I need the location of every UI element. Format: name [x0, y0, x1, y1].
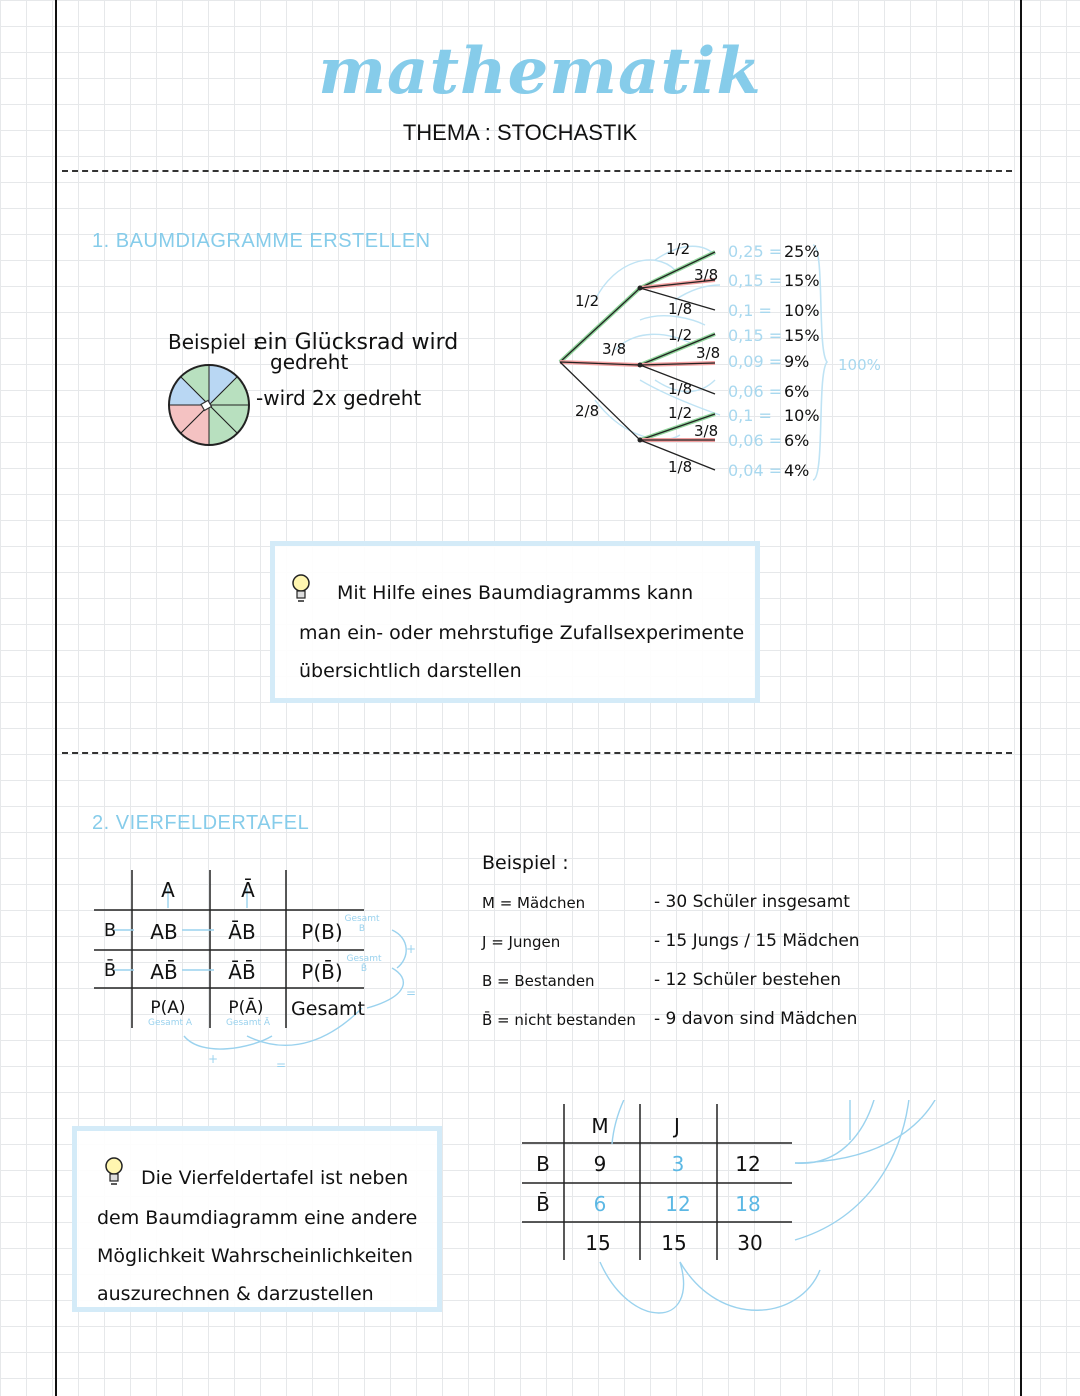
lucky-wheel: [166, 362, 252, 448]
table-row-b-bar: B̄: [536, 1192, 550, 1216]
result-percent: 15%: [784, 326, 820, 345]
table-col-m: M: [591, 1114, 609, 1138]
table-cell-bbar-m: 6: [593, 1192, 607, 1216]
fraction-first-1: 1/2: [575, 292, 600, 310]
legend-m: M = Mädchen: [482, 894, 586, 912]
result-percent: 10%: [784, 406, 820, 425]
result-percent: 10%: [784, 301, 820, 320]
small-label-gesamt-a: Gesamt A: [147, 1018, 193, 1028]
fraction-first-3: 2/8: [575, 402, 600, 420]
result-percent: 6%: [784, 382, 810, 401]
note2-line1: Die Vierfeldertafel ist neben: [141, 1167, 409, 1189]
operator-plus-right: +: [406, 942, 417, 956]
example-text-line3: -wird 2x gedreht: [256, 386, 422, 410]
scheme-cell-pb: P(B): [301, 920, 343, 944]
fraction-second-1: 1/2: [666, 240, 691, 258]
fact-3: - 12 Schüler bestehen: [654, 970, 842, 990]
page-subtitle: THEMA : STOCHASTIK: [402, 120, 638, 145]
scheme-cell-pbbar: P(B̄): [301, 960, 343, 984]
table-cell-b-m: 9: [593, 1152, 607, 1176]
info-note-four-field: [72, 1126, 442, 1312]
result-decimal: 0,04 =: [728, 461, 783, 480]
fraction-first-2: 3/8: [602, 340, 627, 358]
result-decimal: 0,1 =: [728, 301, 772, 320]
table-cell-b-total: 12: [735, 1152, 761, 1176]
left-margin-line: [55, 0, 57, 1396]
small-label-gesamt-b: Gesamt B: [344, 914, 380, 934]
section2-heading: 2. VIERFELDERTAFEL: [92, 812, 310, 834]
fraction-second-9: 1/8: [668, 458, 693, 476]
fraction-second-7: 1/2: [668, 404, 693, 422]
fraction-second-5: 3/8: [696, 344, 721, 362]
operator-plus-bottom: +: [208, 1052, 219, 1066]
fraction-second-3: 1/8: [668, 300, 693, 318]
note1-line3: übersichtlich darstellen: [299, 660, 522, 682]
example-label-2: Beispiel :: [482, 852, 569, 874]
note1-line2: man ein- oder mehrstufige Zufallsexperimente: [299, 622, 745, 644]
note2-line2: dem Baumdiagramm eine andere: [97, 1207, 418, 1229]
operator-equals-right: =: [406, 986, 417, 1000]
result-decimal: 0,06 =: [728, 431, 783, 450]
table-total-m: 15: [585, 1231, 611, 1255]
fact-2: - 15 Jungs / 15 Mädchen: [654, 931, 860, 951]
scheme-cell-a-bbar: AB̄: [150, 960, 178, 984]
operator-equals-bottom: =: [276, 1058, 287, 1072]
table-row-b: B: [536, 1152, 550, 1176]
small-label-gesamt-abar: Gesamt Ā: [225, 1018, 271, 1028]
info-note-tree: [270, 541, 760, 703]
fraction-second-8: 3/8: [694, 422, 719, 440]
result-decimal: 0,1 =: [728, 406, 772, 425]
scheme-cell-ab: AB: [150, 920, 178, 944]
result-decimal: 0,15 =: [728, 271, 783, 290]
note2-line4: auszurechnen & darzustellen: [97, 1283, 374, 1305]
scheme-col-a: A: [161, 878, 175, 902]
scheme-cell-abar-bbar: ĀB̄: [228, 960, 256, 984]
total-percent: 100%: [838, 356, 881, 374]
page-title: mathematik: [318, 34, 762, 109]
scheme-cell-abar-b: ĀB: [228, 920, 256, 944]
fraction-second-6: 1/8: [668, 380, 693, 398]
table-total-all: 30: [737, 1231, 763, 1255]
legend-b: B = Bestanden: [482, 972, 595, 990]
fraction-second-4: 1/2: [668, 326, 693, 344]
scheme-cell-pa: P(A): [150, 998, 186, 1018]
example-text-line1: ein Glücksrad wird: [254, 330, 459, 355]
fact-4: - 9 davon sind Mädchen: [654, 1009, 858, 1029]
table-cell-b-j: 3: [671, 1152, 685, 1176]
divider-top: [62, 170, 1012, 172]
scheme-row-b: B: [103, 920, 117, 941]
right-margin-line: [1020, 0, 1022, 1396]
table-total-j: 15: [661, 1231, 687, 1255]
result-percent: 4%: [784, 461, 810, 480]
result-percent: 25%: [784, 242, 820, 261]
scheme-row-b-bar: B̄: [103, 960, 117, 981]
section1-heading: 1. BAUMDIAGRAMME ERSTELLEN: [92, 230, 431, 252]
lightbulb-icon: [290, 572, 312, 604]
result-decimal: 0,15 =: [728, 326, 783, 345]
note2-line3: Möglichkeit Wahrscheinlichkeiten: [97, 1245, 413, 1267]
table-col-j: J: [674, 1114, 680, 1138]
example-label-1: Beispiel :: [168, 330, 260, 354]
table-cell-bbar-j: 12: [665, 1192, 691, 1216]
result-percent: 6%: [784, 431, 810, 450]
small-label-gesamt-bbar: Gesamt B̄: [346, 954, 382, 974]
fraction-second-2: 3/8: [694, 266, 719, 284]
result-percent: 9%: [784, 352, 810, 371]
scheme-cell-gesamt: Gesamt: [291, 998, 365, 1020]
lightbulb-icon: [103, 1155, 125, 1187]
fact-1: - 30 Schüler insgesamt: [654, 892, 850, 912]
result-decimal: 0,09 =: [728, 352, 783, 371]
table-cell-bbar-total: 18: [735, 1192, 761, 1216]
result-decimal: 0,25 =: [728, 242, 783, 261]
example-text-line2: gedreht: [270, 350, 349, 374]
scheme-col-a-bar: Ā: [241, 878, 255, 902]
result-decimal: 0,06 =: [728, 382, 783, 401]
legend-j: J = Jungen: [482, 933, 561, 951]
divider-middle: [62, 752, 1012, 754]
note1-line1: Mit Hilfe eines Baumdiagramms kann: [337, 582, 694, 604]
legend-b-bar: B̄ = nicht bestanden: [482, 1011, 636, 1029]
scheme-cell-pabar: P(Ā): [228, 998, 264, 1018]
result-percent: 15%: [784, 271, 820, 290]
